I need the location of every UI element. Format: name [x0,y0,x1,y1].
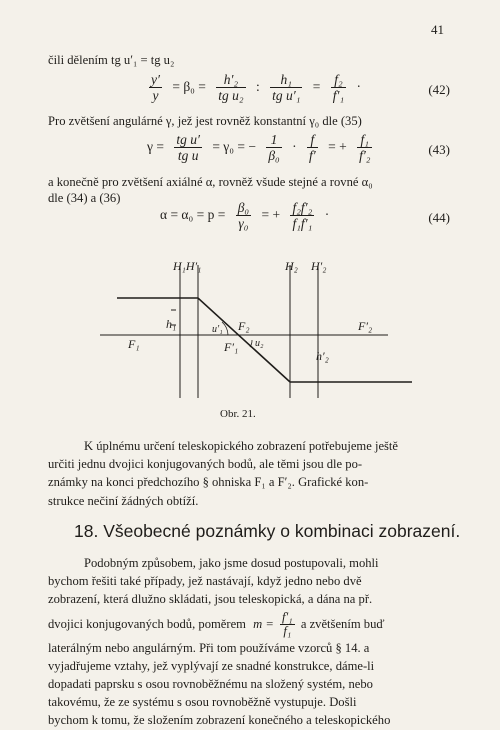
paragraph-2: Podobným způsobem, jako jsme dosud postupovali, mohli bychom řešiti také případy, jež nastávají, když jedno nebo dvě zobrazení, která dlužno skládati, jsou teleskopická, a dána na př. dvojici konjugovaných bodů, poměrem m = $\frac{\text{f′₁}}{\text{f₁}}$ a zvětšením buď laterálným nebo angulárným. Při tom používáme vzorců § 14. a vyjadřujeme vztahy, jež vyplývají ze snadné konstrukce, dáme-li dopadati paprsku s osou rovnoběžnému na složený systém, nebo takovému, že ze systému s osou rovnoběžně vystupuje. Došli bychom k tomu, že složením zobrazení konečného a teleskopického [48,556,391,728]
page-number: 41 [431,22,444,37]
equation-44: α = α₀ = p = $\frac{\text{β₀}}{\text{γ₀}}$ = + $\frac{\text{f₂f′₂}}{\text{f₁f′₁}}$ · [160,200,330,231]
section-heading: 18. Všeobecné poznámky o kombinaci zobrazení. [74,521,461,541]
text-line: Pro zvětšení angulárné γ, jež jest rovněž konstantní γ₀ dle (35) [48,114,362,128]
label-f1: F₁ [128,337,140,351]
label-h1: h₁ [166,317,177,331]
label-f1p: F′₁ [224,340,239,354]
label-u1p: u′₁ [212,324,223,335]
label-f2: F₂ [238,319,250,333]
figure-21 [0,250,500,410]
label-f2p: F′₂ [358,319,373,333]
text-line: a konečně pro zvětšení axiálné α, rovněž všude stejné a rovné α₀ [48,175,373,189]
text-line: čili dělením tg u′₁ = tg u₂ [48,53,175,67]
label-h1-h1p: H₁H′₁ [173,259,202,273]
equation-number-42: (42) [428,82,450,97]
equation-number-43: (43) [428,142,450,157]
label-h2: H₂ [285,259,298,273]
equation-number-44: (44) [428,210,450,225]
equation-42: $\frac{y'}{y}$ = β₀ = $\frac{\text{h′₂}}{\text{tg u₂}}$ : $\frac{\text{h₁}}{\text{tg u′₁}}$ = $\frac{\text{f₂}}{\text{f′₁}}$ · [151,72,362,103]
text-line: dle (34) a (36) [48,191,121,205]
label-h2p-height: h′₂ [316,349,329,363]
figure-caption: Obr. 21. [220,408,256,420]
label-h2p: H′₂ [311,259,327,273]
paragraph-1: K úplnému určení teleskopického zobrazení potřebujeme ještě určiti jednu dvojici konjugovaných bodů, ale těmi jsou dle po- známky na konci předchozího § ohniska F₁ a F′₂. Grafické kon- strukce nečiní žádných obtíží. [48,439,399,508]
equation-43: γ = $\frac{\text{tg u′}}{\text{tg u}}$ = γ₀ = − $\frac{1}{\text{β₀}}$ · $\frac{f}{f'}$ = + $\frac{\text{f₁}}{\text{f′₂}}$ [147,132,371,163]
label-u2: u₂ [255,338,264,349]
ray-path [117,298,412,382]
